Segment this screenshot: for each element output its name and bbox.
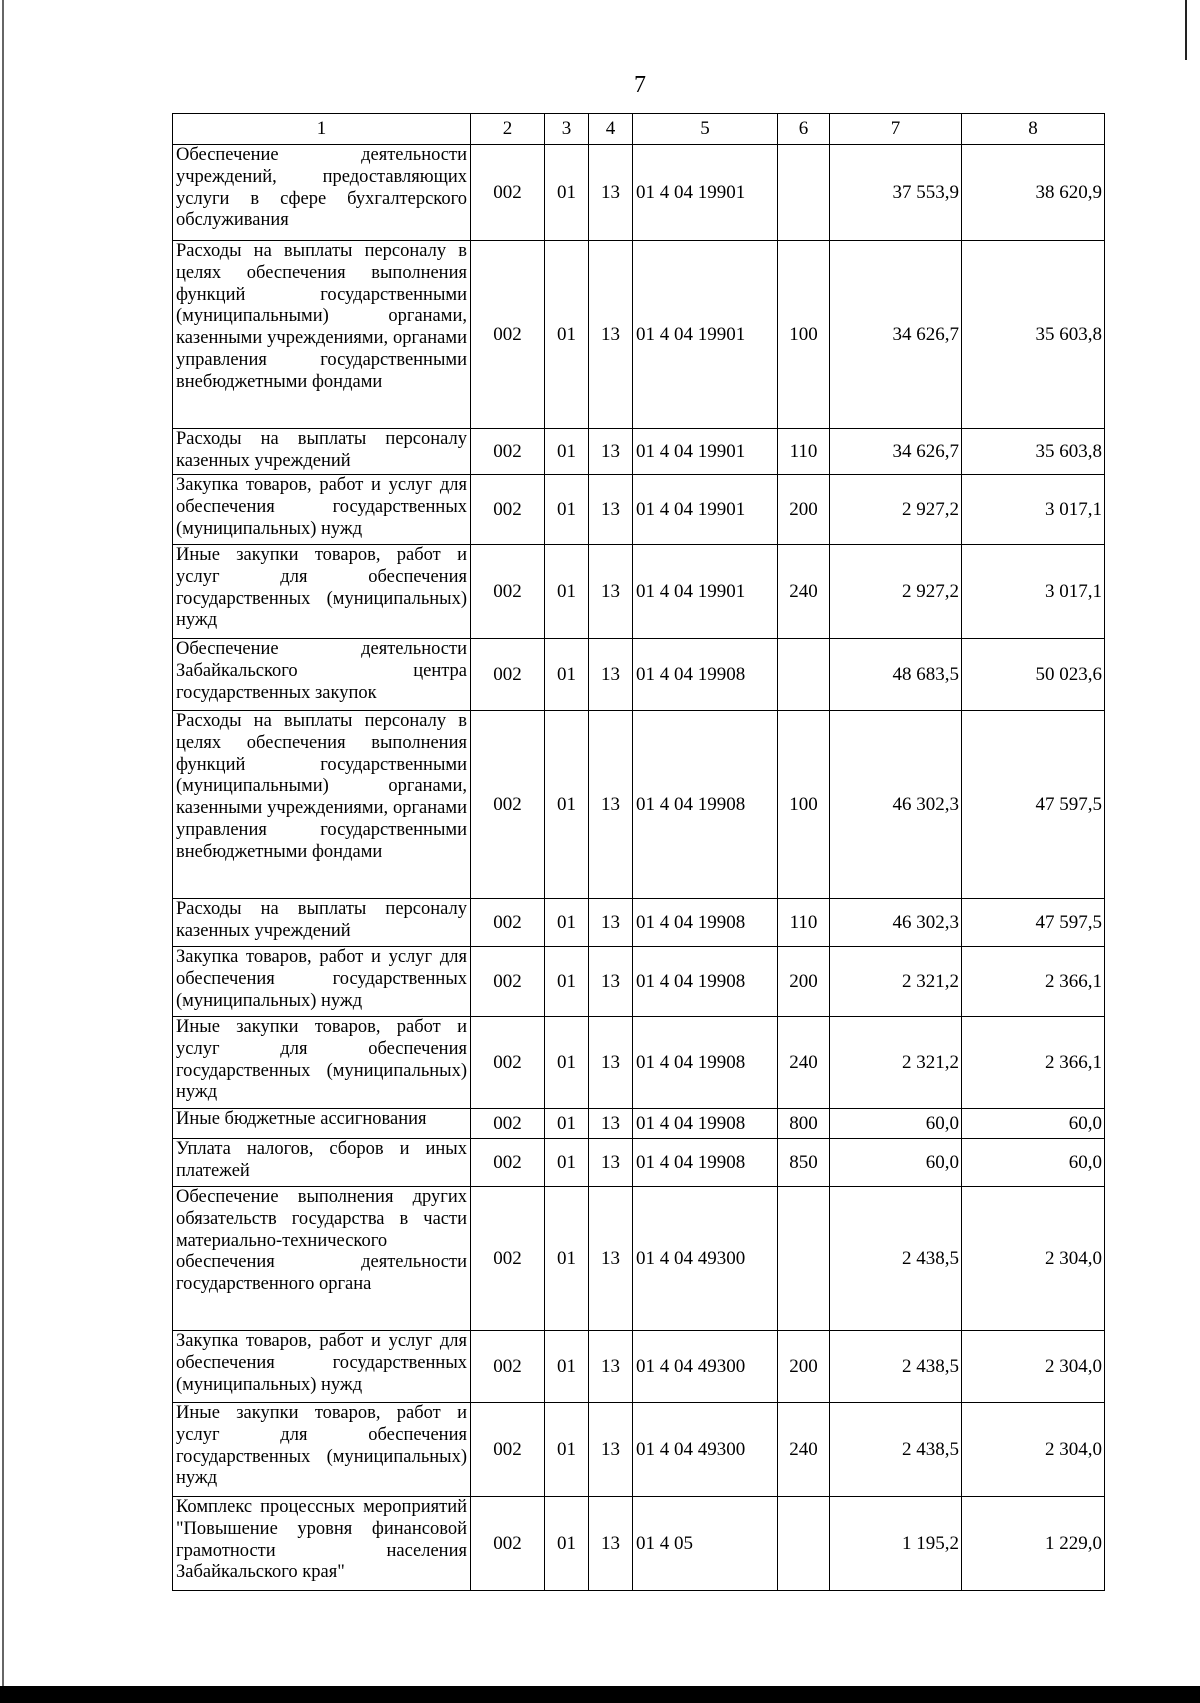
cell-expense-type: 200 — [778, 947, 830, 1017]
row-name: Комплекс процессных мероприятий "Повышение уровня финансовой грамотности населения Забайкальского края" — [173, 1497, 471, 1591]
cell-target-article: 01 4 04 19901 — [633, 545, 778, 639]
table-row — [173, 711, 1105, 899]
row-name: Иные закупки товаров, работ и услуг для обеспечения государственных (муниципальных) нужд — [173, 1403, 471, 1497]
cell-target-article: 01 4 04 19908 — [633, 1017, 778, 1109]
cell-expense-type: 100 — [778, 711, 830, 899]
cell-section: 01 — [545, 241, 589, 429]
cell-admin-code: 002 — [471, 947, 545, 1017]
cell-amount-8: 60,0 — [962, 1109, 1105, 1139]
cell-amount-7: 2 321,2 — [830, 1017, 962, 1109]
cell-subsection: 13 — [589, 545, 633, 639]
cell-amount-7: 2 927,2 — [830, 475, 962, 545]
cell-section: 01 — [545, 711, 589, 899]
cell-target-article: 01 4 04 49300 — [633, 1187, 778, 1331]
cell-amount-8: 38 620,9 — [962, 145, 1105, 241]
cell-subsection: 13 — [589, 1109, 633, 1139]
cell-amount-7: 46 302,3 — [830, 711, 962, 899]
cell-expense-type: 240 — [778, 545, 830, 639]
cell-expense-type: 100 — [778, 241, 830, 429]
cell-amount-7: 34 626,7 — [830, 429, 962, 475]
cell-section: 01 — [545, 899, 589, 947]
table-row — [173, 545, 1105, 639]
row-name: Обеспечение деятельности учреждений, предоставляющих услуги в сфере бухгалтерского обслуживания — [173, 145, 471, 241]
row-name: Расходы на выплаты персоналу в целях обеспечения выполнения функций государственными (муниципальными) органами, казенными учреждениями, органами управления государственными внебюджетными фондами — [173, 241, 471, 429]
cell-admin-code: 002 — [471, 1017, 545, 1109]
column-header: 7 — [830, 114, 962, 145]
cell-admin-code: 002 — [471, 899, 545, 947]
cell-amount-8: 2 366,1 — [962, 1017, 1105, 1109]
cell-subsection: 13 — [589, 1187, 633, 1331]
cell-section: 01 — [545, 947, 589, 1017]
table-row — [173, 639, 1105, 711]
cell-target-article: 01 4 04 19901 — [633, 429, 778, 475]
table-row — [173, 241, 1105, 429]
column-header: 8 — [962, 114, 1105, 145]
cell-subsection: 13 — [589, 429, 633, 475]
cell-target-article: 01 4 04 19901 — [633, 145, 778, 241]
cell-target-article: 01 4 05 — [633, 1497, 778, 1591]
cell-expense-type — [778, 145, 830, 241]
row-name: Обеспечение выполнения других обязательств государства в части материально-технического обеспечения деятельности государственного органа — [173, 1187, 471, 1331]
cell-amount-7: 2 438,5 — [830, 1331, 962, 1403]
cell-amount-8: 35 603,8 — [962, 429, 1105, 475]
table-row — [173, 1497, 1105, 1591]
cell-amount-7: 34 626,7 — [830, 241, 962, 429]
row-name: Расходы на выплаты персоналу в целях обеспечения выполнения функций государственными (муниципальными) органами, казенными учреждениями, органами управления государственными внебюджетными фондами — [173, 711, 471, 899]
row-name: Закупка товаров, работ и услуг для обеспечения государственных (муниципальных) нужд — [173, 475, 471, 545]
table-row — [173, 1331, 1105, 1403]
table-row — [173, 1403, 1105, 1497]
cell-expense-type — [778, 1497, 830, 1591]
cell-subsection: 13 — [589, 947, 633, 1017]
cell-section: 01 — [545, 1017, 589, 1109]
row-name: Расходы на выплаты персоналу казенных учреждений — [173, 899, 471, 947]
row-name: Обеспечение деятельности Забайкальского центра государственных закупок — [173, 639, 471, 711]
cell-amount-7: 48 683,5 — [830, 639, 962, 711]
cell-admin-code: 002 — [471, 1331, 545, 1403]
column-header: 6 — [778, 114, 830, 145]
cell-expense-type: 240 — [778, 1017, 830, 1109]
cell-subsection: 13 — [589, 241, 633, 429]
scan-bottom-bar — [0, 1686, 1200, 1703]
cell-subsection: 13 — [589, 1331, 633, 1403]
column-header: 1 — [173, 114, 471, 145]
cell-admin-code: 002 — [471, 1497, 545, 1591]
cell-subsection: 13 — [589, 145, 633, 241]
cell-admin-code: 002 — [471, 145, 545, 241]
cell-target-article: 01 4 04 49300 — [633, 1331, 778, 1403]
column-header: 2 — [471, 114, 545, 145]
cell-expense-type: 200 — [778, 475, 830, 545]
cell-expense-type — [778, 639, 830, 711]
cell-section: 01 — [545, 145, 589, 241]
cell-amount-8: 50 023,6 — [962, 639, 1105, 711]
cell-amount-8: 2 304,0 — [962, 1331, 1105, 1403]
cell-amount-8: 60,0 — [962, 1139, 1105, 1187]
cell-target-article: 01 4 04 19908 — [633, 711, 778, 899]
cell-subsection: 13 — [589, 1497, 633, 1591]
cell-amount-7: 2 321,2 — [830, 947, 962, 1017]
cell-section: 01 — [545, 1497, 589, 1591]
cell-subsection: 13 — [589, 475, 633, 545]
cell-expense-type: 200 — [778, 1331, 830, 1403]
cell-amount-8: 35 603,8 — [962, 241, 1105, 429]
cell-target-article: 01 4 04 19908 — [633, 899, 778, 947]
cell-target-article: 01 4 04 49300 — [633, 1403, 778, 1497]
cell-section: 01 — [545, 545, 589, 639]
table-row — [173, 429, 1105, 475]
cell-section: 01 — [545, 1187, 589, 1331]
cell-subsection: 13 — [589, 639, 633, 711]
table-row — [173, 1187, 1105, 1331]
table-row — [173, 475, 1105, 545]
cell-amount-8: 3 017,1 — [962, 475, 1105, 545]
row-name: Уплата налогов, сборов и иных платежей — [173, 1139, 471, 1187]
cell-admin-code: 002 — [471, 241, 545, 429]
cell-subsection: 13 — [589, 899, 633, 947]
cell-section: 01 — [545, 429, 589, 475]
row-name: Расходы на выплаты персоналу казенных учреждений — [173, 429, 471, 475]
cell-section: 01 — [545, 639, 589, 711]
cell-admin-code: 002 — [471, 1139, 545, 1187]
column-header: 5 — [633, 114, 778, 145]
cell-expense-type: 110 — [778, 429, 830, 475]
cell-amount-8: 3 017,1 — [962, 545, 1105, 639]
cell-amount-8: 47 597,5 — [962, 899, 1105, 947]
cell-section: 01 — [545, 475, 589, 545]
cell-section: 01 — [545, 1109, 589, 1139]
cell-target-article: 01 4 04 19901 — [633, 241, 778, 429]
cell-admin-code: 002 — [471, 429, 545, 475]
cell-amount-7: 2 438,5 — [830, 1187, 962, 1331]
page-number: 7 — [634, 72, 646, 98]
cell-admin-code: 002 — [471, 545, 545, 639]
cell-section: 01 — [545, 1139, 589, 1187]
cell-amount-7: 60,0 — [830, 1139, 962, 1187]
cell-subsection: 13 — [589, 1403, 633, 1497]
cell-amount-8: 2 304,0 — [962, 1403, 1105, 1497]
cell-amount-7: 1 195,2 — [830, 1497, 962, 1591]
cell-amount-7: 60,0 — [830, 1109, 962, 1139]
cell-expense-type: 240 — [778, 1403, 830, 1497]
cell-target-article: 01 4 04 19908 — [633, 1139, 778, 1187]
cell-target-article: 01 4 04 19901 — [633, 475, 778, 545]
column-header: 4 — [589, 114, 633, 145]
cell-target-article: 01 4 04 19908 — [633, 947, 778, 1017]
cell-amount-7: 2 438,5 — [830, 1403, 962, 1497]
cell-amount-7: 46 302,3 — [830, 899, 962, 947]
scan-edge-mark — [2, 0, 4, 1703]
cell-section: 01 — [545, 1403, 589, 1497]
cell-expense-type: 850 — [778, 1139, 830, 1187]
cell-subsection: 13 — [589, 1139, 633, 1187]
column-header: 3 — [545, 114, 589, 145]
cell-amount-8: 1 229,0 — [962, 1497, 1105, 1591]
table-row — [173, 1017, 1105, 1109]
cell-admin-code: 002 — [471, 639, 545, 711]
table-row — [173, 1109, 1105, 1139]
cell-admin-code: 002 — [471, 1109, 545, 1139]
table-row — [173, 899, 1105, 947]
table-row — [173, 947, 1105, 1017]
cell-target-article: 01 4 04 19908 — [633, 639, 778, 711]
cell-amount-8: 2 366,1 — [962, 947, 1105, 1017]
cell-admin-code: 002 — [471, 1403, 545, 1497]
cell-admin-code: 002 — [471, 1187, 545, 1331]
row-name: Закупка товаров, работ и услуг для обеспечения государственных (муниципальных) нужд — [173, 947, 471, 1017]
cell-expense-type: 110 — [778, 899, 830, 947]
table-row — [173, 145, 1105, 241]
cell-amount-8: 2 304,0 — [962, 1187, 1105, 1331]
row-name: Иные закупки товаров, работ и услуг для обеспечения государственных (муниципальных) нужд — [173, 545, 471, 639]
cell-admin-code: 002 — [471, 475, 545, 545]
cell-section: 01 — [545, 1331, 589, 1403]
row-name: Закупка товаров, работ и услуг для обеспечения государственных (муниципальных) нужд — [173, 1331, 471, 1403]
cell-amount-7: 2 927,2 — [830, 545, 962, 639]
budget-table — [172, 113, 1105, 1591]
cell-amount-7: 37 553,9 — [830, 145, 962, 241]
table-row — [173, 1139, 1105, 1187]
cell-subsection: 13 — [589, 1017, 633, 1109]
table-header-row — [173, 114, 1105, 145]
cell-amount-8: 47 597,5 — [962, 711, 1105, 899]
cell-admin-code: 002 — [471, 711, 545, 899]
cell-subsection: 13 — [589, 711, 633, 899]
cell-expense-type — [778, 1187, 830, 1331]
row-name: Иные бюджетные ассигнования — [173, 1109, 471, 1139]
row-name: Иные закупки товаров, работ и услуг для обеспечения государственных (муниципальных) нужд — [173, 1017, 471, 1109]
cell-expense-type: 800 — [778, 1109, 830, 1139]
scan-edge-mark — [1185, 0, 1187, 60]
cell-target-article: 01 4 04 19908 — [633, 1109, 778, 1139]
